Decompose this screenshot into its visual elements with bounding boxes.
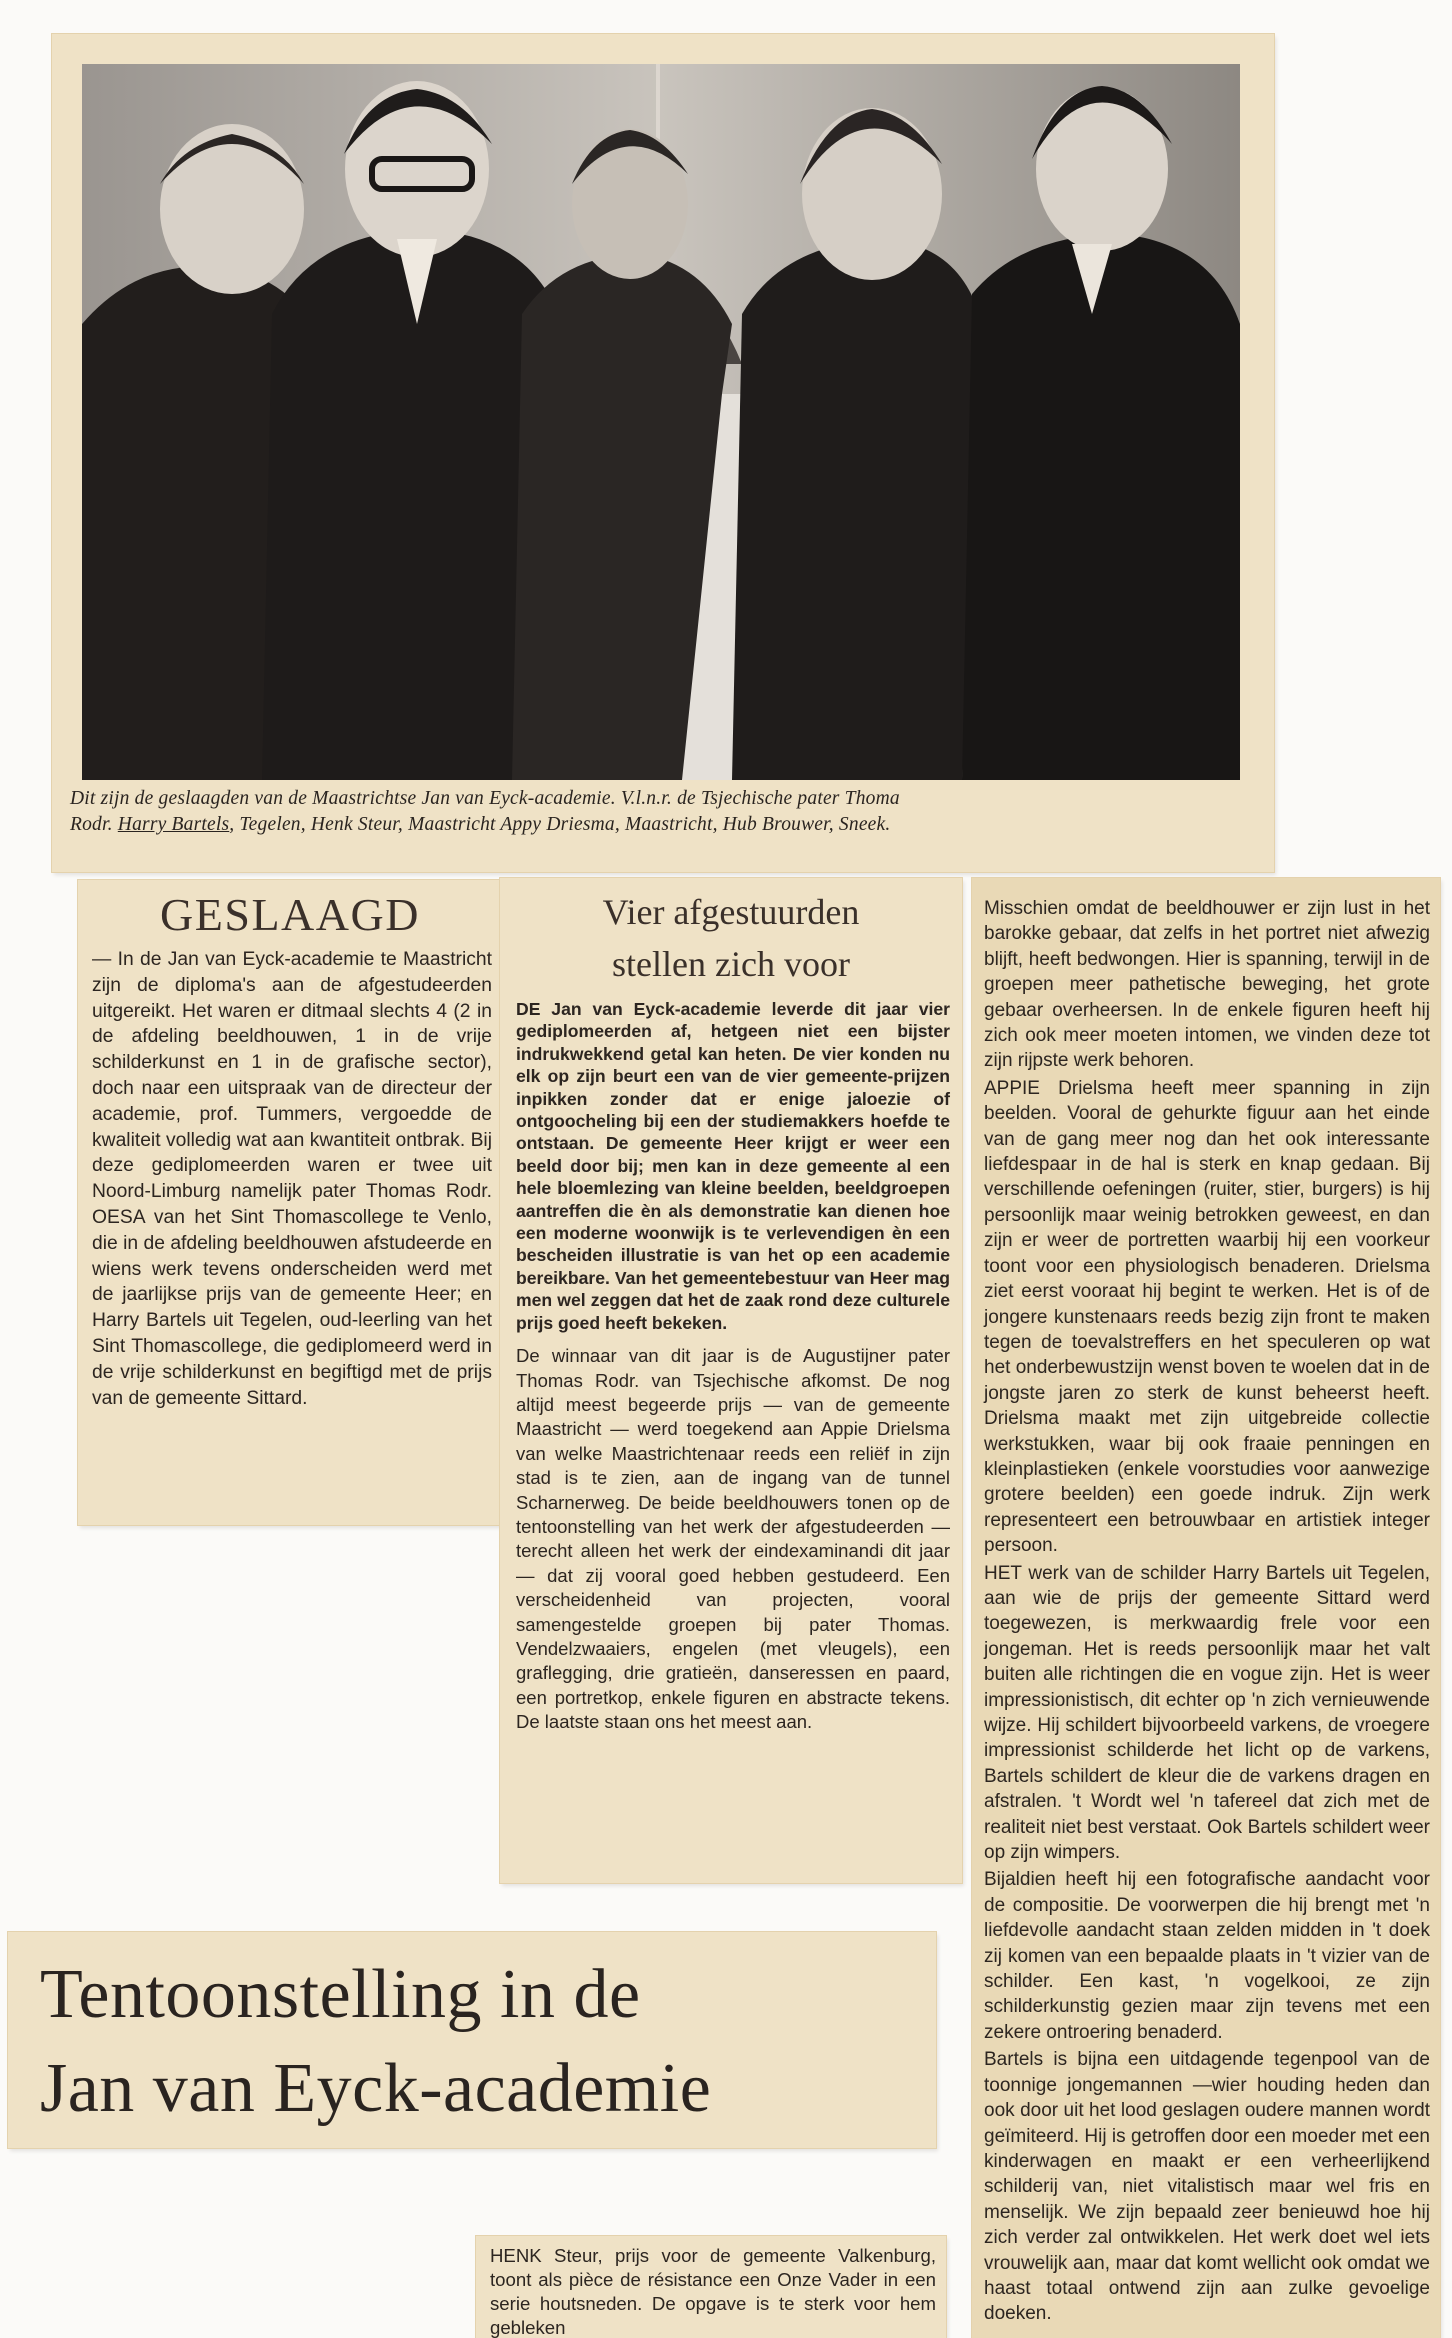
headline-line-2: Jan van Eyck-academie [40, 2050, 712, 2127]
vier-afgestuurden-body: De winnaar van dit jaar is de Augustijner pater Thomas Rodr. van Tsjechische afkomst. De nog altijd meest begeerde prijs — van de gemeente Maastricht — werd toegekend aan Appie Drielsma van welke Maastrichtenaar reeds een reliëf in zijn stad is te zien, aan de ingang van de tunnel Scharnerweg. De beide beeldhouwers tonen op de tentoonstelling van het werk der afgestudeerden — terecht alleen het werk der eindexaminandi dit jaar — dat zij vooral goed hebben gestudeerd. Een verscheidenheid van projecten, vooral samengestelde groepen bij pater Thomas. Vendelzwaaiers, engelen (met vleugels), een graflegging, drie gratieën, danseressen en paard, een portretkop, enkele figuren en abstracte tekens. De laatste staan ons het meest aan. [516, 1345, 950, 1733]
group-photo [82, 64, 1240, 780]
photo-caption [70, 786, 1270, 838]
headline-line-2: stellen zich voor [612, 944, 850, 984]
caption-underlined-name: Harry Bartels [117, 814, 230, 835]
continuation-clipping [972, 878, 1440, 2338]
caption-line-2-suffix: , Tegelen, Henk Steur, Maastricht Appy Driesma, Maastricht, Hub Brouwer, Sneek. [229, 814, 891, 835]
paragraph: Bijaldien heeft hij een fotografische aandacht voor de compositie. De voorwerpen die hij brengt met 'n liefdevolle aandacht staan zelden midden in 't doek zij komen van een bepaalde plaats in 't vizier van de schilder. Een kast, 'n vogelkooi, ze zijn schilderkunstig gezien maar zijn tevens met een zekere ontroering benaderd. [984, 1869, 1430, 2043]
headline-line-1: Tentoonstelling in de [40, 1956, 641, 2033]
caption-line-2-prefix: Rodr. [70, 814, 118, 835]
paragraph: HET werk van de schilder Harry Bartels uit Tegelen, aan wie de prijs der gemeente Sittard werd toegewezen, is merkwaardig frele voor een jongeman. Het is reeds persoonlijk maar het valt buiten alle richtingen die en vogue zijn. Het is weer impressionistisch, dit echter op 'n zich vernieuwende wijze. Hij schildert bijvoorbeeld varkens, de vroegere impressionist schilderde het licht op de varkens, Bartels schildert de kleur die de varkens dragen en afstralen. 't Wordt wel 'n tafereel dat zich met de realiteit niet best verstaat. Ook Bartels schildert weer op zijn wimpers. [984, 1562, 1430, 1864]
tentoonstelling-headline [8, 1932, 936, 2136]
continuation-article-body [972, 878, 1440, 2327]
headline-line-1: Vier afgestuurden [602, 892, 860, 932]
caption-line-2 [70, 812, 1270, 838]
tentoonstelling-headline-clipping [8, 1932, 936, 2148]
geslaagd-article-body: — In de Jan van Eyck-academie te Maastricht zijn de diploma's aan de afgestudeerden uitgereikt. Het waren er ditmaal slechts 4 (2 in de afdeling beeldhouwen, 1 in de vrije schilderkunst en 1 in de grafische sector), doch naar een uitspraak van de directeur der academie, prof. Tummers, vergoedde de kwaliteit volledig wat aan kwantiteit ontbrak. Bij deze gediplomeerden waren er twee uit Noord-Limburg namelijk pater Thomas Rodr. OESA van het Sint Thomascollege te Venlo, die in de afdeling beeldhouwen afstudeerde en wiens werk tevens onderscheiden werd met de jaarlijkse prijs van de gemeente Heer; en Harry Bartels uit Tegelen, oud-leerling van het Sint Thomascollege, die gediplomeerd werd in de vrije schilderkunst en begiftigd met de prijs van de gemeente Sittard. [92, 949, 492, 1409]
photo-clipping [52, 34, 1274, 872]
paragraph: APPIE Drielsma heeft meer spanning in zijn beelden. Vooral de gehurkte figuur aan het einde van de gang meer nog dan het ook interessante liefdespaar in de hal is sterk en knap gedaan. Bij verschillende oefeningen (ruiter, stier, burgers) is hij persoonlijk maar weinig betrokken geweest, en dan zijn er weer de portretten waarbij hij een voorkeur toont voor een physiologisch benaderen. Drielsma ziet eerst vooraat hij begint te werken. Het is of de jongere kunstenaars reeds bezig zijn front te maken tegen de toevalstreffers en het speculeren op wat het onderbewustzijn wenst boven te woelen dat in de jongste jaren zo sterk de kunst beheerst heeft. Drielsma maakt met zijn uitgebreide collectie werkstukken, waar bij ook fraaie penningen en kleinplastieken (enkele voorstudies voor aanwezige grotere beelden) een goede indruk. Zijn werk representeert een betrouwbaar en artistiek integer persoon. [984, 1077, 1430, 1557]
vier-afgestuurden-clipping [500, 878, 962, 1883]
geslaagd-headline: GESLAAGD [160, 889, 420, 940]
vier-afgestuurden-lead: DE Jan van Eyck-academie leverde dit jaar vier gediplomeerden af, hetgeen niet een bijster indrukwekkend getal kan heten. De vier konden nu elk op zijn beurt een van de vier gemeente-prijzen inpikken zonder dat er enige jaloezie of ontgoocheling bij een der studiemakkers hoefde te ontstaan. De gemeente Heer krijgt er weer een beeld door bij; men kan in deze gemeente al een hele bloemlezing van kleine beelden, beeldgroepen aantreffen die èn als demonstratie kan dienen hoe een moderne woonwijk is te verlevendigen èn een bescheiden illustratie is van het op een academie bereikbare. Van het gemeentebestuur van Heer mag men wel zeggen dat het de zaak rond deze culturele prijs goed heeft bekeken. [516, 999, 950, 1333]
henk-steur-article-body: HENK Steur, prijs voor de gemeente Valkenburg, toont als pièce de résistance een Onze Vader in een serie houtsneden. De opgave is te sterk voor hem gebleken [490, 2245, 936, 2338]
paragraph: Bartels is bijna een uitdagende tegenpool van de toonnige jongemannen —wier houding heden dan ook door uit het lood geslagen oudere mannen wordt geïmiteerd. Hij is getroffen door een moeder met een kinderwagen en maakt er een verheerlijkend schilderij van, niet vitalistisch maar wel fris en menselijk. We zijn bepaald zeer benieuwd hoe hij zich verder zal ontwikkelen. Het werk doet wel iets vrouwelijk aan, maar dat komt wellicht ook omdat we haast totaal ontwend zijn aan zulke gevoelige doeken. [984, 2049, 1430, 2325]
group-photo-image [82, 64, 1240, 780]
geslaagd-clipping [78, 880, 502, 1525]
caption-line-1: Dit zijn de geslaagden van de Maastrichtse Jan van Eyck-academie. V.l.n.r. de Tsjechische pater Thoma [70, 788, 900, 809]
vier-afgestuurden-headline [500, 886, 962, 990]
henk-steur-clipping [476, 2236, 946, 2338]
paragraph: Misschien omdat de beeldhouwer er zijn lust in het barokke gebaar, dat zelfs in het portret niet afwezig blijft, heeft bedwongen. Hier is spanning, terwijl in de groepen meer pathetische beweging, het grote gebaar overheersen. In de enkele figuren heeft hij zich ook meer moeten intomen, we vinden deze tot zijn rijpste werk behoren. [984, 898, 1430, 1072]
